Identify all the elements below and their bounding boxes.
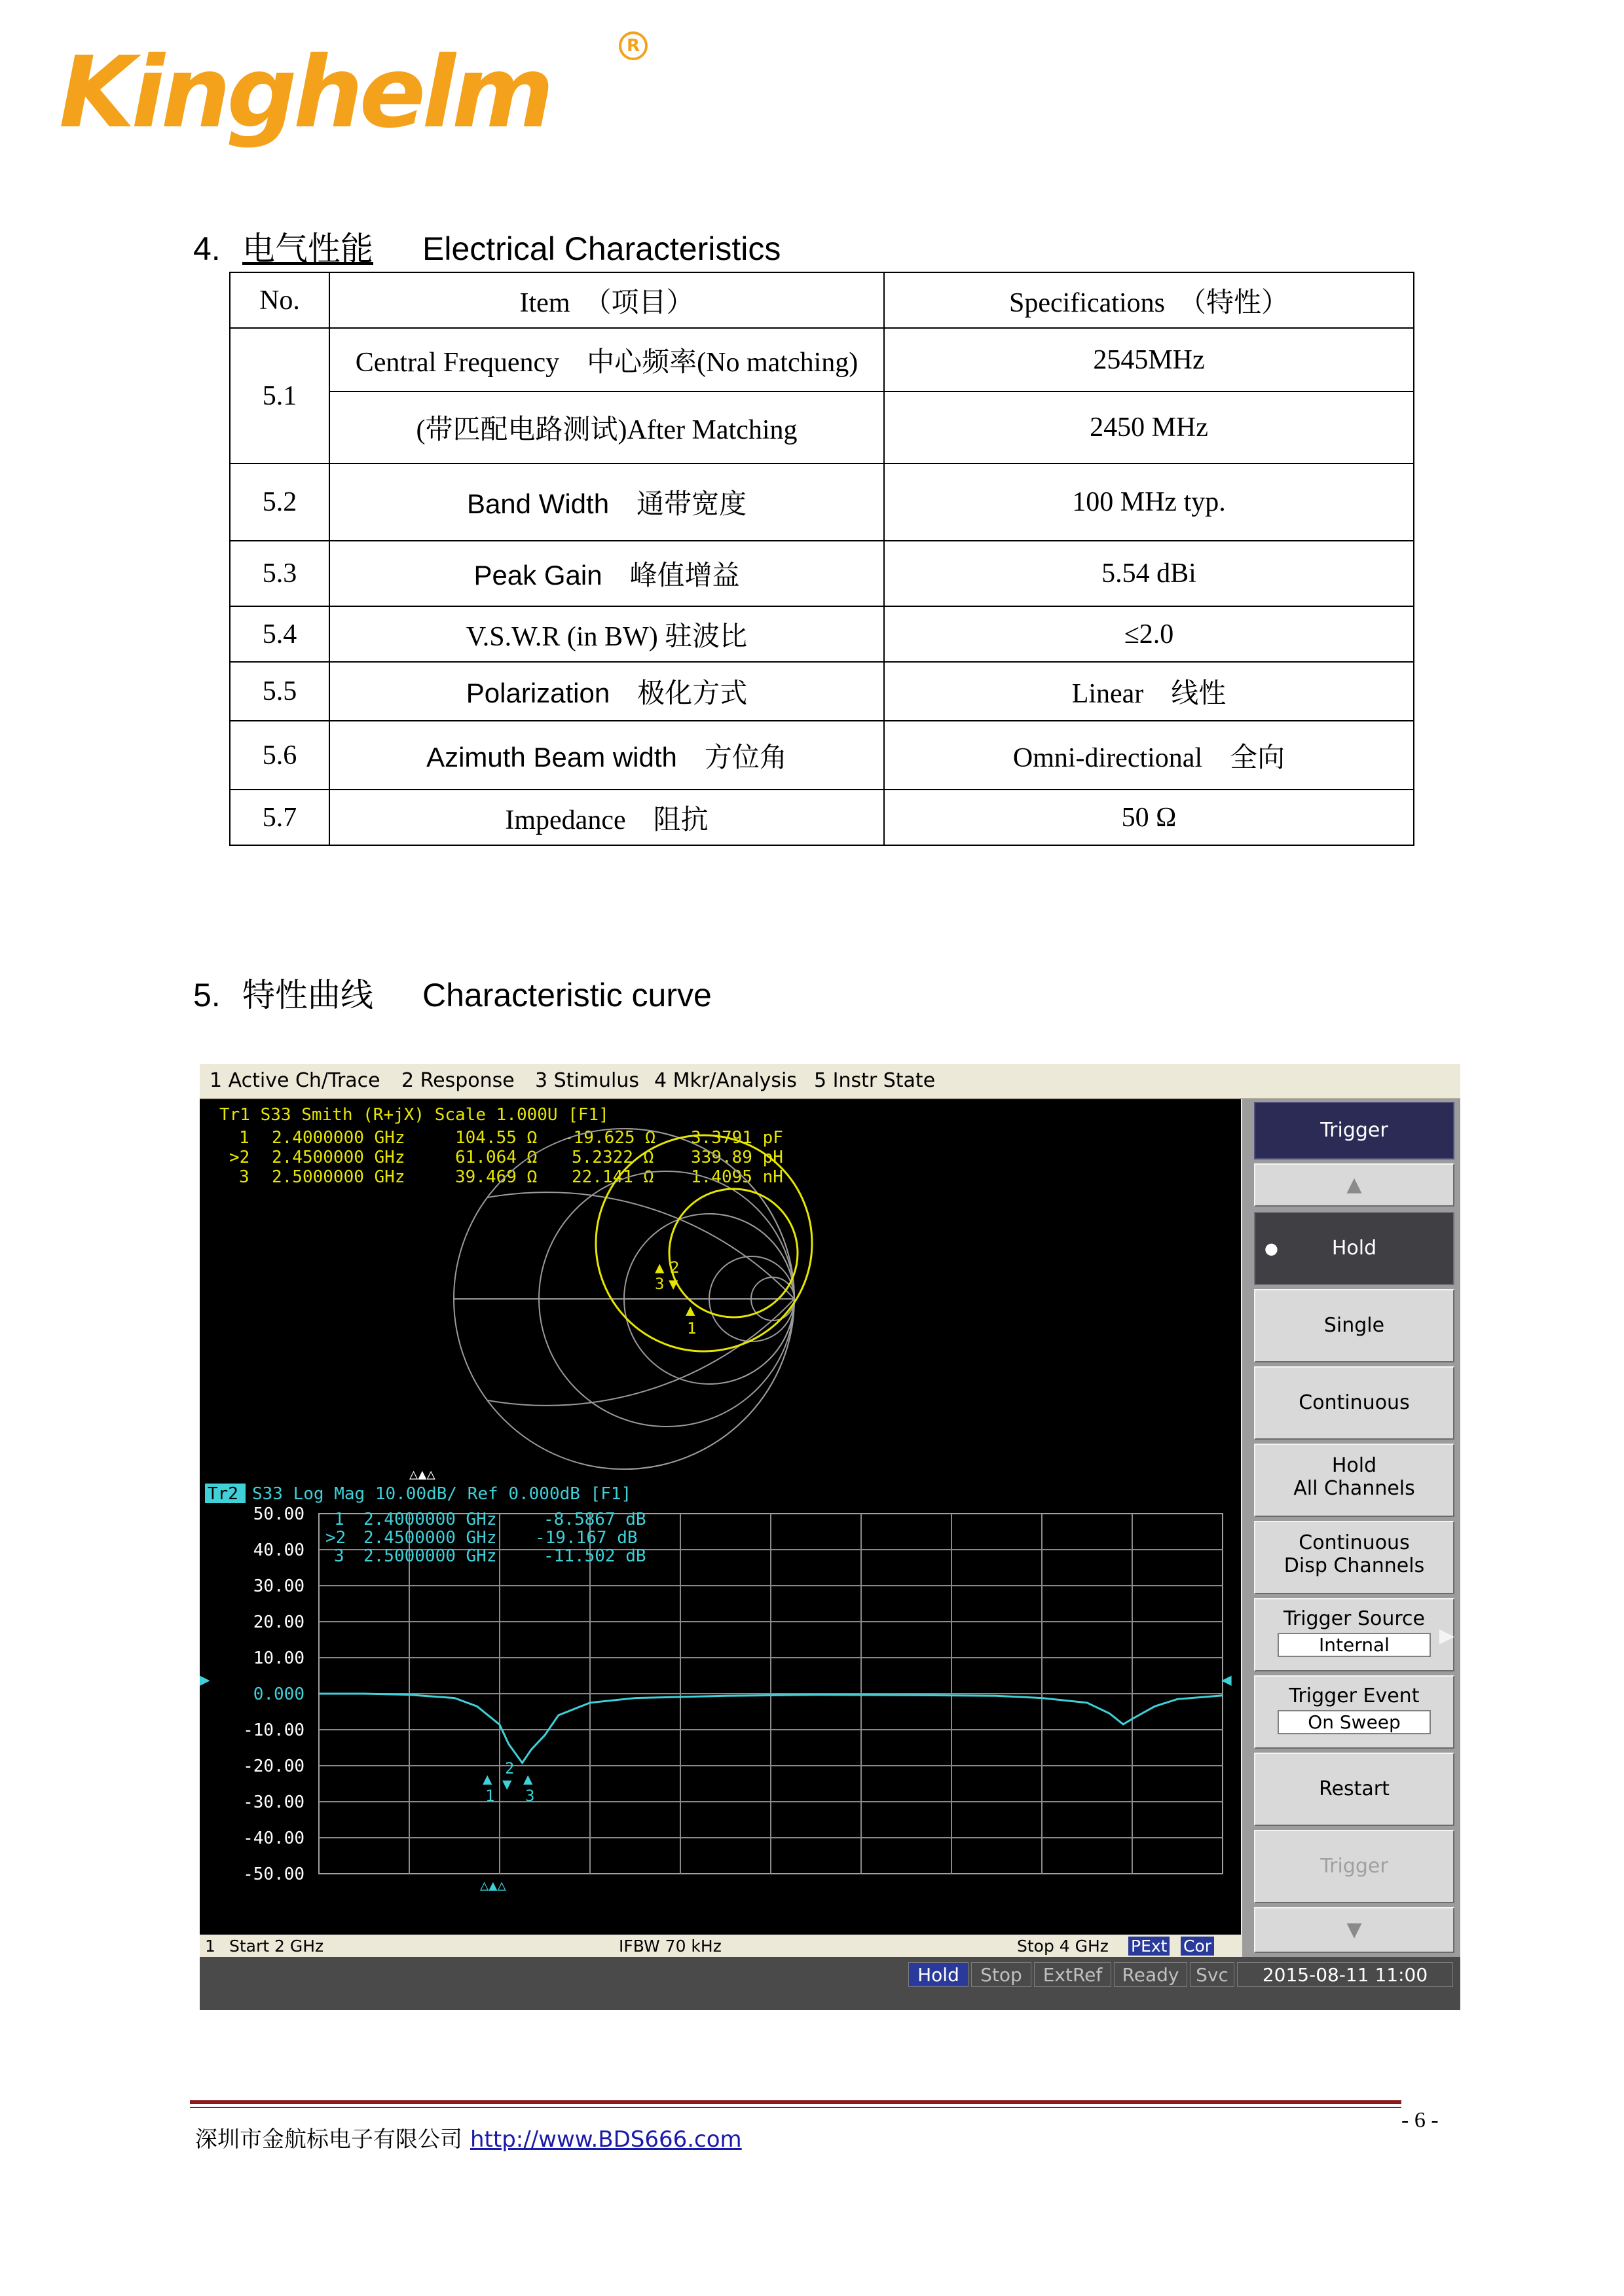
start-frequency[interactable]: Start 2 GHz: [229, 1937, 324, 1956]
y-tick-label: 0.000: [253, 1685, 304, 1704]
row-no: 5.1: [230, 328, 329, 464]
restart-button[interactable]: Restart: [1254, 1753, 1454, 1826]
row-item: (带匹配电路测试)After Matching: [329, 392, 884, 464]
row-no: 5.2: [230, 464, 329, 541]
hold-all-label-2: All Channels: [1293, 1477, 1415, 1500]
logmag-chart: [200, 1467, 1232, 1894]
smith-marker-r: 104.55 Ω: [455, 1128, 538, 1148]
smith-marker-l: 3.3791 pF: [691, 1128, 783, 1148]
status-datetime: 2015-08-11 11:00: [1237, 1962, 1453, 1987]
electrical-characteristics-table: [229, 272, 1414, 846]
smith-marker-freq: 2.5000000 GHz: [272, 1167, 405, 1187]
continuous-button[interactable]: Continuous: [1254, 1366, 1454, 1440]
svg-text:2: 2: [670, 1258, 680, 1277]
hold-button[interactable]: [1254, 1212, 1454, 1285]
stop-frequency[interactable]: Stop 4 GHz: [1017, 1937, 1109, 1956]
section-title-en: Electrical Characteristics: [422, 230, 781, 267]
table-row: [230, 328, 1414, 392]
header-spec: Specifications （特性）: [884, 272, 1414, 328]
table-row: [230, 606, 1414, 662]
menu-response[interactable]: 2 Response: [401, 1069, 515, 1092]
smith-marker-r: 39.469 Ω: [455, 1167, 538, 1187]
y-tick-label: -30.00: [243, 1793, 304, 1812]
svg-text:3: 3: [525, 1787, 535, 1805]
logmag-marker-val: -11.502 dB: [544, 1546, 646, 1566]
svg-text:▼: ▼: [502, 1775, 512, 1793]
table-header-row: [230, 272, 1414, 328]
trigger-source-button[interactable]: [1254, 1598, 1454, 1671]
svg-text:▲: ▲: [686, 1301, 695, 1319]
row-item: Azimuth Beam width 方位角: [329, 721, 884, 790]
smith-marker-l: 339.89 pH: [691, 1148, 783, 1167]
smith-marker-l: 1.4095 nH: [691, 1167, 783, 1187]
smith-marker-x: -19.625 Ω: [563, 1128, 655, 1148]
correction-indicator: Cor: [1181, 1937, 1214, 1956]
trigger-event-button[interactable]: [1254, 1675, 1454, 1749]
plot-area: [200, 1099, 1241, 1957]
table-row: [230, 464, 1414, 541]
table-row: [230, 790, 1414, 845]
smith-marker-x: 22.141 Ω: [572, 1167, 654, 1187]
row-item: Polarization 极化方式: [329, 662, 884, 721]
instrument-status-bar: [200, 1957, 1460, 2010]
logmag-bottom-flags: △▲△: [480, 1878, 506, 1894]
logmag-top-flags: [409, 1467, 435, 1483]
cont-disp-label-2: Disp Channels: [1283, 1554, 1425, 1577]
status-stop: Stop: [971, 1962, 1031, 1987]
row-item: Impedance 阻抗: [329, 790, 884, 845]
svg-text:3: 3: [655, 1275, 665, 1293]
header-item: Item （项目）: [329, 272, 884, 328]
status-hold: Hold: [908, 1962, 969, 1987]
status-ready: Ready: [1114, 1962, 1187, 1987]
svg-text:▲: ▲: [483, 1770, 492, 1788]
y-tick-label: 30.00: [253, 1576, 304, 1596]
row-spec: Linear 线性: [884, 662, 1414, 721]
header-no: No.: [230, 272, 329, 328]
logmag-marker-freq: 2.4000000 GHz: [363, 1510, 497, 1529]
svg-text:▼: ▼: [669, 1275, 678, 1293]
softkey-menu-title: Trigger: [1254, 1102, 1454, 1159]
network-analyzer-screen: [200, 1064, 1460, 2010]
status-extref: ExtRef: [1034, 1962, 1111, 1987]
logmag-marker-freq: 2.5000000 GHz: [363, 1546, 497, 1566]
table-row: [230, 662, 1414, 721]
section-title-cn: 特性曲线: [242, 977, 373, 1013]
smith-marker-id: >2: [229, 1148, 250, 1167]
section-title-en: Characteristic curve: [422, 977, 712, 1013]
footer-rule-thin: [190, 2107, 1401, 2108]
logmag-marker-id: >2: [325, 1528, 346, 1548]
logmag-marker-val: -8.5867 dB: [544, 1510, 646, 1529]
logmag-marker-id: 3: [334, 1546, 344, 1566]
footer: [195, 2121, 742, 2153]
softkey-panel: [1242, 1099, 1460, 1957]
row-no: 5.7: [230, 790, 329, 845]
submenu-arrow-icon: ▶: [1439, 1624, 1454, 1647]
section-4-title: [193, 223, 781, 270]
menu-mkr-analysis[interactable]: 4 Mkr/Analysis: [654, 1069, 797, 1092]
smith-marker-id: 3: [239, 1167, 249, 1187]
row-spec: Omni-directional 全向: [884, 721, 1414, 790]
table-row: [230, 392, 1414, 464]
continuous-disp-channels-button[interactable]: [1254, 1521, 1454, 1594]
y-tick-label: -20.00: [243, 1757, 304, 1776]
trigger-source-label: Trigger Source: [1283, 1607, 1426, 1630]
analyzer-plots: [200, 1099, 1241, 1935]
kinghelm-logo: Kinghelm: [59, 36, 551, 150]
smith-header: Tr1 S33 Smith (R+jX) Scale 1.000U [F1]: [219, 1105, 609, 1125]
trace-2-tag[interactable]: Tr2: [208, 1484, 238, 1504]
trigger-event-label: Trigger Event: [1289, 1685, 1420, 1707]
svg-text:2: 2: [505, 1759, 515, 1777]
svg-text:1: 1: [687, 1319, 697, 1338]
logmag-marker-table: [325, 1510, 646, 1566]
ref-level-marker-left: ▶: [200, 1670, 210, 1690]
y-tick-label: 10.00: [253, 1649, 304, 1668]
y-tick-label: 20.00: [253, 1613, 304, 1632]
row-item: Peak Gain 峰值增益: [329, 541, 884, 606]
menu-active-ch-trace[interactable]: 1 Active Ch/Trace: [210, 1069, 380, 1092]
smith-marker-id: 1: [239, 1128, 249, 1148]
y-tick-label: 40.00: [253, 1540, 304, 1560]
registered-mark: R: [619, 31, 648, 60]
trigger-event-value: On Sweep: [1278, 1710, 1431, 1734]
smith-marker-table: [229, 1128, 783, 1187]
hold-all-label-1: Hold: [1331, 1454, 1377, 1477]
analyzer-menubar: [200, 1064, 1460, 1099]
footer-rule-thick: [190, 2100, 1401, 2104]
row-no: 5.4: [230, 606, 329, 662]
y-tick-label: -10.00: [243, 1721, 304, 1740]
section-number: 5.: [193, 977, 221, 1013]
hold-label: Hold: [1331, 1237, 1377, 1260]
y-tick-label: -50.00: [243, 1865, 304, 1884]
row-spec: 50 Ω: [884, 790, 1414, 845]
y-tick-label: 50.00: [253, 1504, 304, 1524]
table-row: [230, 541, 1414, 606]
row-no: 5.6: [230, 721, 329, 790]
row-no: 5.3: [230, 541, 329, 606]
cont-disp-label-1: Continuous: [1299, 1531, 1410, 1554]
row-spec: 2545MHz: [884, 328, 1414, 392]
row-spec: ≤2.0: [884, 606, 1414, 662]
stimulus-status-line: [200, 1935, 1241, 1957]
logmag-y-tick-labels: [243, 1504, 304, 1884]
row-spec: 5.54 dBi: [884, 541, 1414, 606]
smith-marker-x: 5.2322 Ω: [572, 1148, 654, 1167]
svg-text:1: 1: [485, 1787, 495, 1805]
radio-selected-icon: ●: [1264, 1239, 1278, 1258]
section-title-cn: 电气性能: [242, 230, 373, 267]
menu-stimulus[interactable]: 3 Stimulus: [535, 1069, 639, 1092]
section-number: 4.: [193, 230, 221, 267]
smith-marker-r: 61.064 Ω: [455, 1148, 538, 1167]
trigger-source-value: Internal: [1278, 1633, 1431, 1657]
logmag-marker-id: 1: [334, 1510, 344, 1529]
table-row: [230, 721, 1414, 790]
trigger-button-disabled: Trigger: [1254, 1830, 1454, 1903]
page-number: - 6 -: [1401, 2108, 1439, 2132]
status-svc: Svc: [1190, 1962, 1234, 1987]
ref-level-marker: ◀: [1221, 1670, 1232, 1690]
port-extension-indicator: PExt: [1128, 1937, 1170, 1956]
channel-number: 1: [205, 1937, 215, 1956]
hold-all-channels-button[interactable]: [1254, 1444, 1454, 1517]
scroll-up-button[interactable]: ▲: [1254, 1163, 1454, 1207]
smith-chart: [219, 1105, 812, 1469]
svg-text:▲: ▲: [655, 1258, 665, 1277]
row-no: 5.5: [230, 662, 329, 721]
row-item: Band Width 通带宽度: [329, 464, 884, 541]
svg-text:△▲△: △▲△: [409, 1467, 435, 1483]
logmag-marker-val: -19.167 dB: [535, 1528, 638, 1548]
smith-marker-flags: [655, 1258, 696, 1338]
smith-marker-freq: 2.4500000 GHz: [272, 1148, 405, 1167]
row-spec: 2450 MHz: [884, 392, 1414, 464]
smith-marker-freq: 2.4000000 GHz: [272, 1128, 405, 1148]
row-spec: 100 MHz typ.: [884, 464, 1414, 541]
section-5-title: [193, 969, 712, 1016]
logmag-header: S33 Log Mag 10.00dB/ Ref 0.000dB [F1]: [252, 1484, 632, 1504]
menu-instr-state[interactable]: 5 Instr State: [814, 1069, 936, 1092]
company-url-link[interactable]: http://www.BDS666.com: [470, 2126, 742, 2153]
y-tick-label: -40.00: [243, 1829, 304, 1848]
scroll-down-button[interactable]: ▼: [1254, 1907, 1454, 1953]
logmag-grid: [319, 1514, 1223, 1874]
company-name: 深圳市金航标电子有限公司: [195, 2126, 462, 2153]
if-bandwidth[interactable]: IFBW 70 kHz: [619, 1937, 722, 1956]
logmag-marker-freq: 2.4500000 GHz: [363, 1528, 497, 1548]
svg-text:▲: ▲: [523, 1770, 533, 1788]
row-item: V.S.W.R (in BW) 驻波比: [329, 606, 884, 662]
row-item: Central Frequency 中心频率(No matching): [329, 328, 884, 392]
single-button[interactable]: Single: [1254, 1289, 1454, 1362]
